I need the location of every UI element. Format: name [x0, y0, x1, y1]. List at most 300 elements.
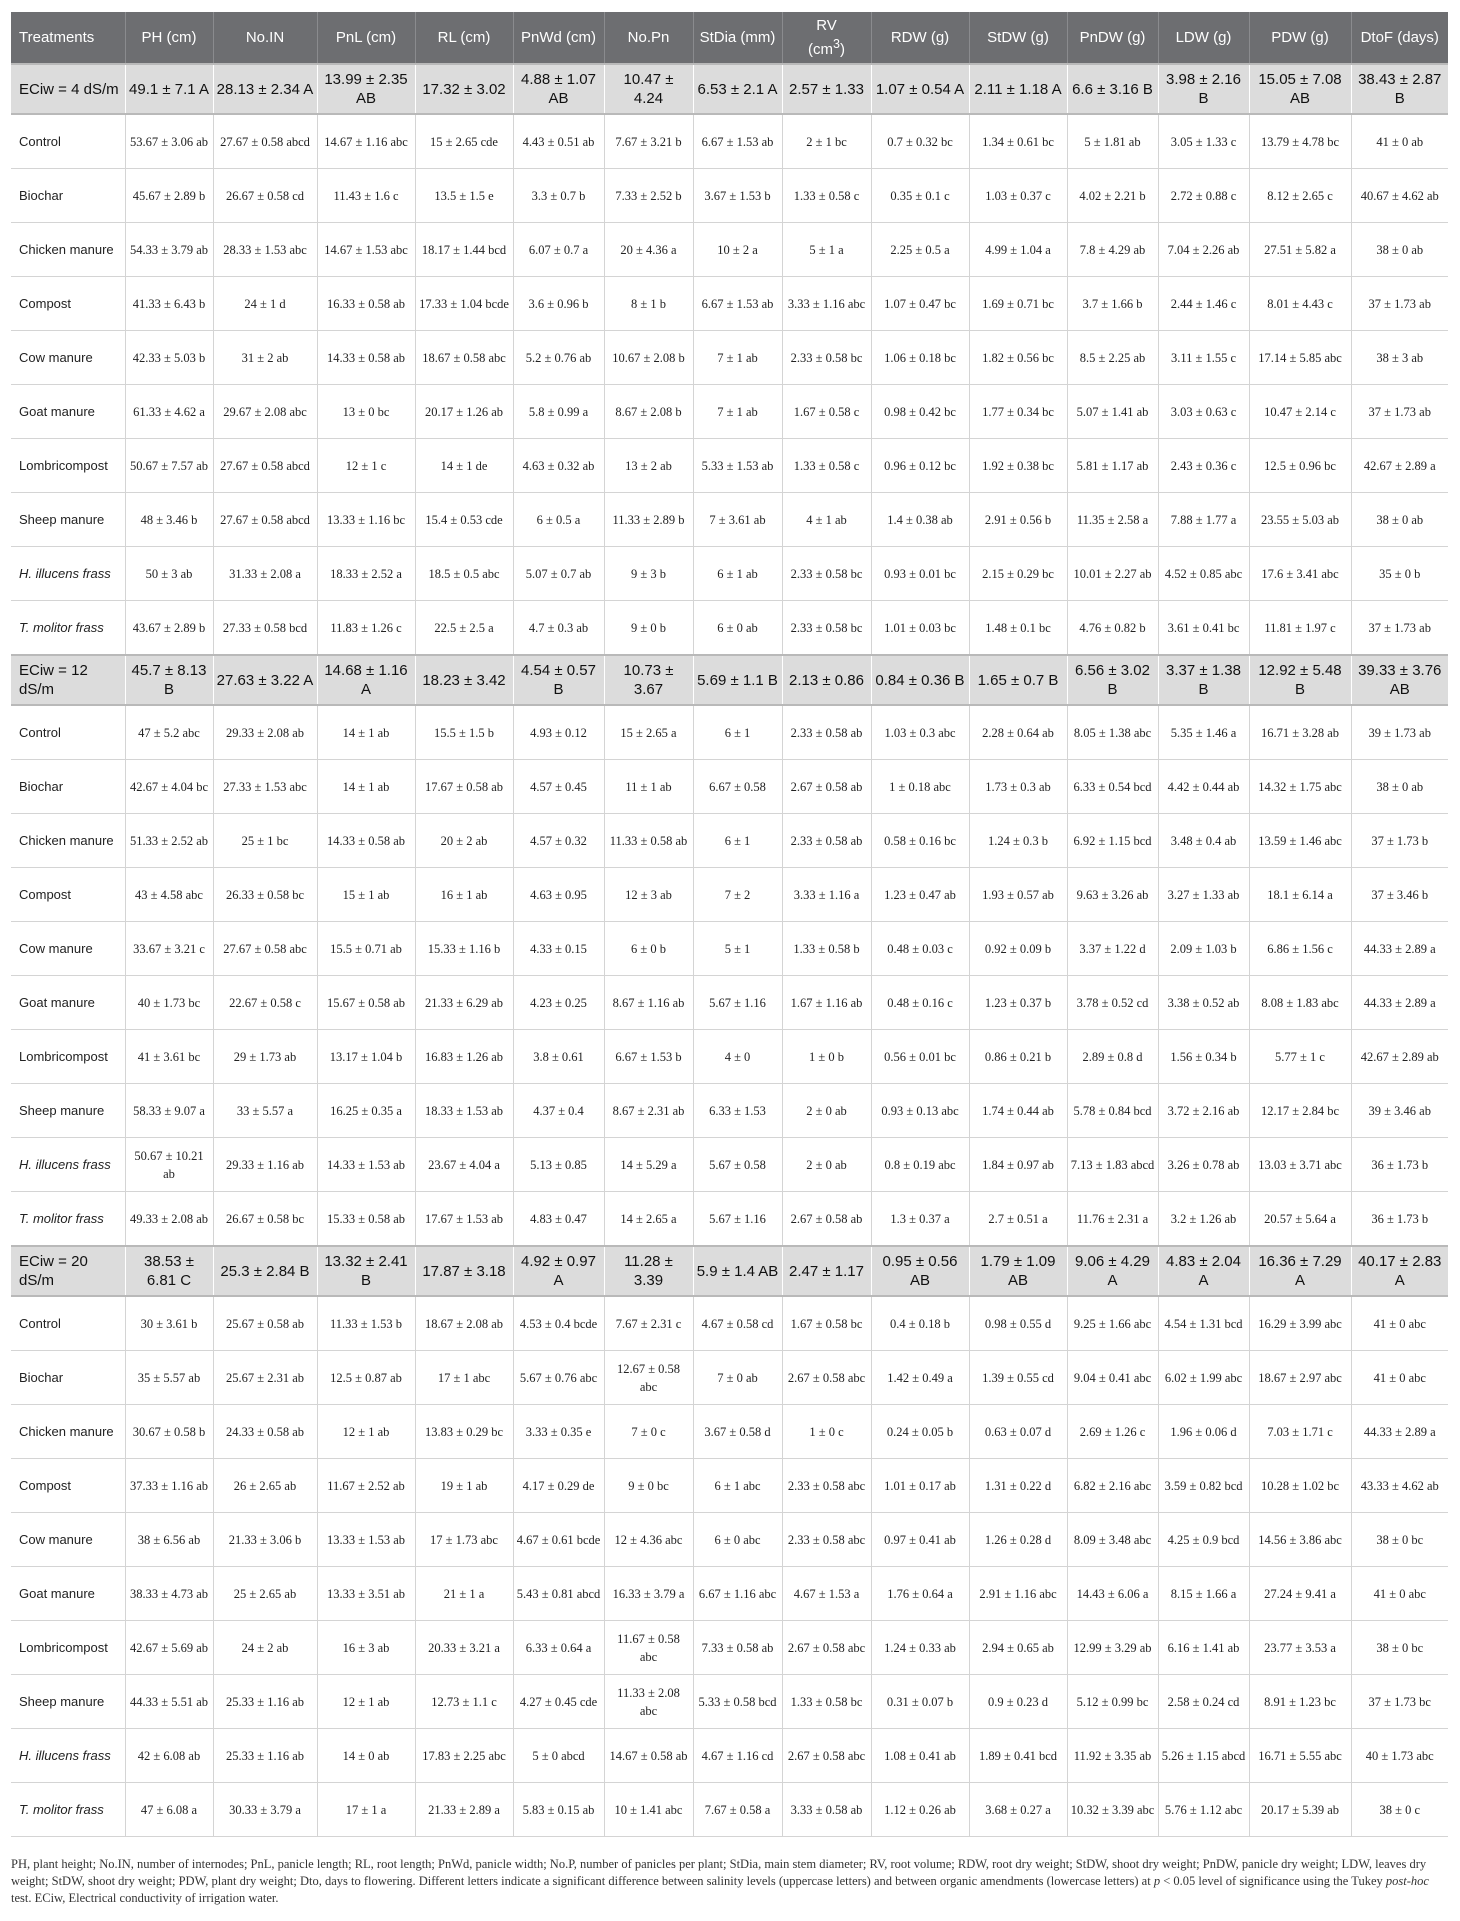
value-cell: 16.33 ± 0.58 ab — [317, 277, 415, 331]
value-cell: 0.96 ± 0.12 bc — [871, 439, 969, 493]
footnote-posthoc-italic: post-hoc — [1385, 1874, 1429, 1888]
value-cell: 6 ± 1 abc — [693, 1459, 782, 1513]
value-cell: 11.92 ± 3.35 ab — [1067, 1729, 1158, 1783]
value-cell: 4.63 ± 0.95 — [513, 868, 604, 922]
value-cell: 5.77 ± 1 c — [1249, 1030, 1351, 1084]
treatment-name-cell: Biochar — [11, 760, 125, 814]
value-cell: 27.51 ± 5.82 a — [1249, 223, 1351, 277]
salinity-group-row — [11, 655, 1448, 705]
value-cell: 6 ± 0 abc — [693, 1513, 782, 1567]
value-cell: 42.67 ± 4.04 bc — [125, 760, 213, 814]
header-cell — [604, 12, 693, 64]
value-cell: 16.71 ± 5.55 abc — [1249, 1729, 1351, 1783]
value-cell: 1.12 ± 0.26 ab — [871, 1783, 969, 1837]
salinity-group-row — [11, 64, 1448, 114]
value-cell: 1.33 ± 0.58 b — [782, 922, 871, 976]
value-cell: 1.42 ± 0.49 a — [871, 1351, 969, 1405]
value-cell: 13 ± 0 bc — [317, 385, 415, 439]
table-row — [11, 1296, 1448, 1351]
value-cell: 10.32 ± 3.39 abc — [1067, 1783, 1158, 1837]
table-row — [11, 868, 1448, 922]
value-cell: 13.33 ± 1.16 bc — [317, 493, 415, 547]
group-summary-cell: 40.17 ± 2.83 A — [1351, 1246, 1448, 1296]
value-cell: 4.17 ± 0.29 de — [513, 1459, 604, 1513]
table-row — [11, 331, 1448, 385]
value-cell: 2.33 ± 0.58 ab — [782, 705, 871, 760]
value-cell: 6.07 ± 0.7 a — [513, 223, 604, 277]
value-cell: 6 ± 1 ab — [693, 547, 782, 601]
value-cell: 1.56 ± 0.34 b — [1158, 1030, 1249, 1084]
value-cell: 18.17 ± 1.44 bcd — [415, 223, 513, 277]
value-cell: 20.17 ± 1.26 ab — [415, 385, 513, 439]
group-summary-cell: 10.73 ± 3.67 — [604, 655, 693, 705]
value-cell: 49.33 ± 2.08 ab — [125, 1192, 213, 1247]
value-cell: 13 ± 2 ab — [604, 439, 693, 493]
value-cell: 11.33 ± 2.08 abc — [604, 1675, 693, 1729]
value-cell: 8.67 ± 1.16 ab — [604, 976, 693, 1030]
treatment-name-cell: Sheep manure — [11, 1675, 125, 1729]
value-cell: 38 ± 0 bc — [1351, 1513, 1448, 1567]
value-cell: 44.33 ± 5.51 ab — [125, 1675, 213, 1729]
header-cell — [513, 12, 604, 64]
value-cell: 51.33 ± 2.52 ab — [125, 814, 213, 868]
value-cell: 6 ± 0.5 a — [513, 493, 604, 547]
value-cell: 38.33 ± 4.73 ab — [125, 1567, 213, 1621]
group-summary-cell: 14.68 ± 1.16 A — [317, 655, 415, 705]
treatment-name-cell: Sheep manure — [11, 493, 125, 547]
value-cell: 26.67 ± 0.58 cd — [213, 169, 317, 223]
value-cell: 31.33 ± 2.08 a — [213, 547, 317, 601]
header-cell — [1351, 12, 1448, 64]
header-row — [11, 12, 1448, 64]
value-cell: 2.44 ± 1.46 c — [1158, 277, 1249, 331]
group-summary-cell: 4.54 ± 0.57 B — [513, 655, 604, 705]
value-cell: 1.33 ± 0.58 c — [782, 169, 871, 223]
value-cell: 20.33 ± 3.21 a — [415, 1621, 513, 1675]
value-cell: 6.67 ± 0.58 — [693, 760, 782, 814]
value-cell: 4.67 ± 0.61 bcde — [513, 1513, 604, 1567]
value-cell: 0.63 ± 0.07 d — [969, 1405, 1067, 1459]
table-row — [11, 1621, 1448, 1675]
value-cell: 37 ± 1.73 ab — [1351, 601, 1448, 656]
value-cell: 26 ± 2.65 ab — [213, 1459, 317, 1513]
value-cell: 0.97 ± 0.41 ab — [871, 1513, 969, 1567]
value-cell: 3.3 ± 0.7 b — [513, 169, 604, 223]
value-cell: 61.33 ± 4.62 a — [125, 385, 213, 439]
value-cell: 44.33 ± 2.89 a — [1351, 1405, 1448, 1459]
table-row — [11, 223, 1448, 277]
value-cell: 9.04 ± 0.41 abc — [1067, 1351, 1158, 1405]
value-cell: 0.31 ± 0.07 b — [871, 1675, 969, 1729]
group-summary-cell: 6.6 ± 3.16 B — [1067, 64, 1158, 114]
table-row — [11, 1783, 1448, 1837]
value-cell: 14 ± 0 ab — [317, 1729, 415, 1783]
value-cell: 18.67 ± 2.08 ab — [415, 1296, 513, 1351]
value-cell: 17 ± 1.73 abc — [415, 1513, 513, 1567]
value-cell: 2.91 ± 0.56 b — [969, 493, 1067, 547]
value-cell: 20.17 ± 5.39 ab — [1249, 1783, 1351, 1837]
value-cell: 5.81 ± 1.17 ab — [1067, 439, 1158, 493]
value-cell: 9.63 ± 3.26 ab — [1067, 868, 1158, 922]
group-summary-cell: 16.36 ± 7.29 A — [1249, 1246, 1351, 1296]
treatment-name-cell: Sheep manure — [11, 1084, 125, 1138]
value-cell: 39 ± 1.73 ab — [1351, 705, 1448, 760]
value-cell: 4.67 ± 1.53 a — [782, 1567, 871, 1621]
value-cell: 3.67 ± 0.58 d — [693, 1405, 782, 1459]
treatment-name-cell: T. molitor frass — [11, 601, 125, 656]
value-cell: 1.89 ± 0.41 bcd — [969, 1729, 1067, 1783]
value-cell: 4.63 ± 0.32 ab — [513, 439, 604, 493]
value-cell: 11.35 ± 2.58 a — [1067, 493, 1158, 547]
treatment-name-cell: Chicken manure — [11, 1405, 125, 1459]
value-cell: 26.33 ± 0.58 bc — [213, 868, 317, 922]
group-summary-cell: 5.69 ± 1.1 B — [693, 655, 782, 705]
value-cell: 2.33 ± 0.58 bc — [782, 547, 871, 601]
group-summary-cell: 10.47 ± 4.24 — [604, 64, 693, 114]
value-cell: 14 ± 5.29 a — [604, 1138, 693, 1192]
value-cell: 6 ± 1 — [693, 705, 782, 760]
table-row — [11, 547, 1448, 601]
table-row — [11, 439, 1448, 493]
value-cell: 18.33 ± 2.52 a — [317, 547, 415, 601]
value-cell: 3.59 ± 0.82 bcd — [1158, 1459, 1249, 1513]
value-cell: 12 ± 4.36 abc — [604, 1513, 693, 1567]
treatment-name-cell: Control — [11, 1296, 125, 1351]
group-summary-cell: 49.1 ± 7.1 A — [125, 64, 213, 114]
value-cell: 4.99 ± 1.04 a — [969, 223, 1067, 277]
group-summary-cell: 17.87 ± 3.18 — [415, 1246, 513, 1296]
header-cell — [125, 12, 213, 64]
value-cell: 25 ± 2.65 ab — [213, 1567, 317, 1621]
table-container — [11, 12, 1448, 1837]
value-cell: 7.8 ± 4.29 ab — [1067, 223, 1158, 277]
value-cell: 1.67 ± 0.58 bc — [782, 1296, 871, 1351]
value-cell: 15 ± 2.65 a — [604, 705, 693, 760]
value-cell: 7 ± 0 c — [604, 1405, 693, 1459]
group-summary-cell: 5.9 ± 1.4 AB — [693, 1246, 782, 1296]
value-cell: 1.06 ± 0.18 bc — [871, 331, 969, 385]
value-cell: 42.67 ± 5.69 ab — [125, 1621, 213, 1675]
value-cell: 9 ± 0 b — [604, 601, 693, 656]
header-cell — [693, 12, 782, 64]
value-cell: 15 ± 2.65 cde — [415, 114, 513, 169]
value-cell: 27.67 ± 0.58 abcd — [213, 114, 317, 169]
table-row — [11, 1030, 1448, 1084]
value-cell: 16.29 ± 3.99 abc — [1249, 1296, 1351, 1351]
value-cell: 42.67 ± 2.89 a — [1351, 439, 1448, 493]
value-cell: 6.67 ± 1.53 ab — [693, 277, 782, 331]
value-cell: 26.67 ± 0.58 bc — [213, 1192, 317, 1247]
value-cell: 2.33 ± 0.58 abc — [782, 1513, 871, 1567]
value-cell: 2.33 ± 0.58 abc — [782, 1459, 871, 1513]
value-cell: 37 ± 3.46 b — [1351, 868, 1448, 922]
value-cell: 5.67 ± 0.58 — [693, 1138, 782, 1192]
value-cell: 15.33 ± 1.16 b — [415, 922, 513, 976]
value-cell: 14.67 ± 0.58 ab — [604, 1729, 693, 1783]
value-cell: 2.43 ± 0.36 c — [1158, 439, 1249, 493]
treatment-name-cell: Biochar — [11, 169, 125, 223]
value-cell: 8.15 ± 1.66 a — [1158, 1567, 1249, 1621]
value-cell: 18.33 ± 1.53 ab — [415, 1084, 513, 1138]
value-cell: 25.33 ± 1.16 ab — [213, 1675, 317, 1729]
footnote-p-italic: p — [1153, 1874, 1161, 1888]
value-cell: 0.8 ± 0.19 abc — [871, 1138, 969, 1192]
value-cell: 12 ± 3 ab — [604, 868, 693, 922]
header-label: PnDW (g) — [1079, 29, 1146, 46]
header-label: Treatments — [19, 29, 95, 46]
value-cell: 1.33 ± 0.58 c — [782, 439, 871, 493]
group-summary-cell: 2.47 ± 1.17 — [782, 1246, 871, 1296]
value-cell: 4.54 ± 1.31 bcd — [1158, 1296, 1249, 1351]
value-cell: 8.09 ± 3.48 abc — [1067, 1513, 1158, 1567]
treatment-name-cell: Compost — [11, 1459, 125, 1513]
value-cell: 13.33 ± 1.53 ab — [317, 1513, 415, 1567]
value-cell: 4.76 ± 0.82 b — [1067, 601, 1158, 656]
value-cell: 15.4 ± 0.53 cde — [415, 493, 513, 547]
value-cell: 1.07 ± 0.47 bc — [871, 277, 969, 331]
value-cell: 0.4 ± 0.18 b — [871, 1296, 969, 1351]
value-cell: 5.2 ± 0.76 ab — [513, 331, 604, 385]
value-cell: 5.83 ± 0.15 ab — [513, 1783, 604, 1837]
value-cell: 5 ± 1 — [693, 922, 782, 976]
value-cell: 17.83 ± 2.25 abc — [415, 1729, 513, 1783]
group-summary-cell: 11.28 ± 3.39 — [604, 1246, 693, 1296]
value-cell: 5 ± 1.81 ab — [1067, 114, 1158, 169]
value-cell: 10.28 ± 1.02 bc — [1249, 1459, 1351, 1513]
value-cell: 3.67 ± 1.53 b — [693, 169, 782, 223]
value-cell: 21.33 ± 2.89 a — [415, 1783, 513, 1837]
value-cell: 1.23 ± 0.47 ab — [871, 868, 969, 922]
value-cell: 11.33 ± 0.58 ab — [604, 814, 693, 868]
value-cell: 43.33 ± 4.62 ab — [1351, 1459, 1448, 1513]
value-cell: 7.67 ± 2.31 c — [604, 1296, 693, 1351]
value-cell: 10.67 ± 2.08 b — [604, 331, 693, 385]
value-cell: 2.72 ± 0.88 c — [1158, 169, 1249, 223]
value-cell: 24 ± 2 ab — [213, 1621, 317, 1675]
treatment-name-cell: Lombricompost — [11, 1621, 125, 1675]
value-cell: 14 ± 1 de — [415, 439, 513, 493]
value-cell: 23.67 ± 4.04 a — [415, 1138, 513, 1192]
value-cell: 5.67 ± 0.76 abc — [513, 1351, 604, 1405]
value-cell: 11.33 ± 1.53 b — [317, 1296, 415, 1351]
value-cell: 5.35 ± 1.46 a — [1158, 705, 1249, 760]
value-cell: 2.33 ± 0.58 bc — [782, 601, 871, 656]
group-summary-cell: 13.99 ± 2.35 AB — [317, 64, 415, 114]
value-cell: 4.42 ± 0.44 ab — [1158, 760, 1249, 814]
treatment-name-cell: Chicken manure — [11, 223, 125, 277]
treatment-name-cell: Cow manure — [11, 1513, 125, 1567]
value-cell: 16 ± 3 ab — [317, 1621, 415, 1675]
treatment-name-cell: Biochar — [11, 1351, 125, 1405]
header-label: RL (cm) — [437, 29, 491, 46]
value-cell: 1.96 ± 0.06 d — [1158, 1405, 1249, 1459]
value-cell: 5.26 ± 1.15 abcd — [1158, 1729, 1249, 1783]
value-cell: 13.5 ± 1.5 e — [415, 169, 513, 223]
value-cell: 0.86 ± 0.21 b — [969, 1030, 1067, 1084]
value-cell: 2.15 ± 0.29 bc — [969, 547, 1067, 601]
value-cell: 8.05 ± 1.38 abc — [1067, 705, 1158, 760]
treatment-name-cell: Compost — [11, 277, 125, 331]
value-cell: 6 ± 1 — [693, 814, 782, 868]
value-cell: 5.33 ± 0.58 bcd — [693, 1675, 782, 1729]
value-cell: 53.67 ± 3.06 ab — [125, 114, 213, 169]
group-summary-cell: 3.98 ± 2.16 B — [1158, 64, 1249, 114]
table-row — [11, 601, 1448, 656]
value-cell: 1.77 ± 0.34 bc — [969, 385, 1067, 439]
value-cell: 17.33 ± 1.04 bcde — [415, 277, 513, 331]
value-cell: 12.17 ± 2.84 bc — [1249, 1084, 1351, 1138]
header-label: PH (cm) — [141, 29, 197, 46]
value-cell: 43.67 ± 2.89 b — [125, 601, 213, 656]
value-cell: 2.91 ± 1.16 abc — [969, 1567, 1067, 1621]
value-cell: 5.76 ± 1.12 abc — [1158, 1783, 1249, 1837]
value-cell: 3.37 ± 1.22 d — [1067, 922, 1158, 976]
treatment-name-cell: Lombricompost — [11, 1030, 125, 1084]
value-cell: 38 ± 0 ab — [1351, 223, 1448, 277]
value-cell: 58.33 ± 9.07 a — [125, 1084, 213, 1138]
value-cell: 4 ± 1 ab — [782, 493, 871, 547]
value-cell: 10 ± 1.41 abc — [604, 1783, 693, 1837]
value-cell: 5.78 ± 0.84 bcd — [1067, 1084, 1158, 1138]
table-row — [11, 1405, 1448, 1459]
value-cell: 0.93 ± 0.01 bc — [871, 547, 969, 601]
table-row — [11, 1351, 1448, 1405]
value-cell: 14.56 ± 3.86 abc — [1249, 1513, 1351, 1567]
value-cell: 4.7 ± 0.3 ab — [513, 601, 604, 656]
value-cell: 6 ± 0 b — [604, 922, 693, 976]
table-footnote — [11, 1856, 1448, 1907]
value-cell: 42.33 ± 5.03 b — [125, 331, 213, 385]
value-cell: 41 ± 0 abc — [1351, 1567, 1448, 1621]
value-cell: 4.52 ± 0.85 abc — [1158, 547, 1249, 601]
value-cell: 31 ± 2 ab — [213, 331, 317, 385]
value-cell: 10.01 ± 2.27 ab — [1067, 547, 1158, 601]
value-cell: 9.25 ± 1.66 abc — [1067, 1296, 1158, 1351]
value-cell: 3.61 ± 0.41 bc — [1158, 601, 1249, 656]
group-summary-cell: 4.92 ± 0.97 A — [513, 1246, 604, 1296]
results-table — [11, 12, 1448, 1837]
value-cell: 29.67 ± 2.08 abc — [213, 385, 317, 439]
group-summary-cell: 12.92 ± 5.48 B — [1249, 655, 1351, 705]
value-cell: 15.5 ± 0.71 ab — [317, 922, 415, 976]
table-header — [11, 12, 1448, 64]
value-cell: 25 ± 1 bc — [213, 814, 317, 868]
value-cell: 8.01 ± 4.43 c — [1249, 277, 1351, 331]
value-cell: 25.33 ± 1.16 ab — [213, 1729, 317, 1783]
value-cell: 47 ± 6.08 a — [125, 1783, 213, 1837]
table-row — [11, 814, 1448, 868]
value-cell: 10 ± 2 a — [693, 223, 782, 277]
value-cell: 3.11 ± 1.55 c — [1158, 331, 1249, 385]
group-summary-cell: 38.43 ± 2.87 B — [1351, 64, 1448, 114]
value-cell: 21.33 ± 6.29 ab — [415, 976, 513, 1030]
value-cell: 0.58 ± 0.16 bc — [871, 814, 969, 868]
value-cell: 6.02 ± 1.99 abc — [1158, 1351, 1249, 1405]
value-cell: 0.48 ± 0.16 c — [871, 976, 969, 1030]
header-cell — [213, 12, 317, 64]
value-cell: 23.55 ± 5.03 ab — [1249, 493, 1351, 547]
value-cell: 5.43 ± 0.81 abcd — [513, 1567, 604, 1621]
value-cell: 1.01 ± 0.17 ab — [871, 1459, 969, 1513]
value-cell: 40 ± 1.73 bc — [125, 976, 213, 1030]
treatment-name-cell: Lombricompost — [11, 439, 125, 493]
value-cell: 17.6 ± 3.41 abc — [1249, 547, 1351, 601]
value-cell: 37.33 ± 1.16 ab — [125, 1459, 213, 1513]
value-cell: 27.33 ± 0.58 bcd — [213, 601, 317, 656]
value-cell: 3.72 ± 2.16 ab — [1158, 1084, 1249, 1138]
value-cell: 38 ± 0 ab — [1351, 760, 1448, 814]
value-cell: 41 ± 3.61 bc — [125, 1030, 213, 1084]
value-cell: 4.83 ± 0.47 — [513, 1192, 604, 1247]
value-cell: 35 ± 5.57 ab — [125, 1351, 213, 1405]
value-cell: 6.16 ± 1.41 ab — [1158, 1621, 1249, 1675]
value-cell: 38 ± 0 bc — [1351, 1621, 1448, 1675]
value-cell: 0.9 ± 0.23 d — [969, 1675, 1067, 1729]
value-cell: 0.7 ± 0.32 bc — [871, 114, 969, 169]
value-cell: 1.24 ± 0.33 ab — [871, 1621, 969, 1675]
value-cell: 2.7 ± 0.51 a — [969, 1192, 1067, 1247]
treatment-name-cell: Control — [11, 705, 125, 760]
header-unit-close: ) — [839, 41, 845, 58]
value-cell: 3.03 ± 0.63 c — [1158, 385, 1249, 439]
value-cell: 8.08 ± 1.83 abc — [1249, 976, 1351, 1030]
value-cell: 14.67 ± 1.53 abc — [317, 223, 415, 277]
value-cell: 16.83 ± 1.26 ab — [415, 1030, 513, 1084]
value-cell: 18.67 ± 0.58 abc — [415, 331, 513, 385]
group-summary-cell: 1.79 ± 1.09 AB — [969, 1246, 1067, 1296]
value-cell: 12 ± 1 c — [317, 439, 415, 493]
value-cell: 4.43 ± 0.51 ab — [513, 114, 604, 169]
value-cell: 11 ± 1 ab — [604, 760, 693, 814]
value-cell: 2.33 ± 0.58 bc — [782, 331, 871, 385]
header-cell — [1249, 12, 1351, 64]
value-cell: 14.33 ± 1.53 ab — [317, 1138, 415, 1192]
value-cell: 12 ± 1 ab — [317, 1675, 415, 1729]
value-cell: 2.67 ± 0.58 abc — [782, 1351, 871, 1405]
value-cell: 0.93 ± 0.13 abc — [871, 1084, 969, 1138]
value-cell: 2.25 ± 0.5 a — [871, 223, 969, 277]
value-cell: 1.92 ± 0.38 bc — [969, 439, 1067, 493]
value-cell: 30.67 ± 0.58 b — [125, 1405, 213, 1459]
value-cell: 1 ± 0 b — [782, 1030, 871, 1084]
value-cell: 33 ± 5.57 a — [213, 1084, 317, 1138]
value-cell: 7.13 ± 1.83 abcd — [1067, 1138, 1158, 1192]
value-cell: 6.33 ± 0.54 bcd — [1067, 760, 1158, 814]
value-cell: 6.92 ± 1.15 bcd — [1067, 814, 1158, 868]
group-summary-cell: 17.32 ± 3.02 — [415, 64, 513, 114]
value-cell: 1.76 ± 0.64 a — [871, 1567, 969, 1621]
value-cell: 7 ± 1 ab — [693, 385, 782, 439]
value-cell: 37 ± 1.73 ab — [1351, 385, 1448, 439]
value-cell: 1.08 ± 0.41 ab — [871, 1729, 969, 1783]
header-label: No.IN — [245, 29, 285, 46]
value-cell: 25.67 ± 0.58 ab — [213, 1296, 317, 1351]
value-cell: 37 ± 1.73 ab — [1351, 277, 1448, 331]
value-cell: 23.77 ± 3.53 a — [1249, 1621, 1351, 1675]
group-summary-cell: 4.83 ± 2.04 A — [1158, 1246, 1249, 1296]
value-cell: 1.84 ± 0.97 ab — [969, 1138, 1067, 1192]
value-cell: 4.53 ± 0.4 bcde — [513, 1296, 604, 1351]
treatment-name-cell: H. illucens frass — [11, 1729, 125, 1783]
value-cell: 29.33 ± 2.08 ab — [213, 705, 317, 760]
value-cell: 14.43 ± 6.06 a — [1067, 1567, 1158, 1621]
value-cell: 44.33 ± 2.89 a — [1351, 922, 1448, 976]
value-cell: 2.69 ± 1.26 c — [1067, 1405, 1158, 1459]
table-row — [11, 493, 1448, 547]
header-label: PnL (cm) — [335, 29, 397, 46]
value-cell: 4.33 ± 0.15 — [513, 922, 604, 976]
value-cell: 50.67 ± 7.57 ab — [125, 439, 213, 493]
